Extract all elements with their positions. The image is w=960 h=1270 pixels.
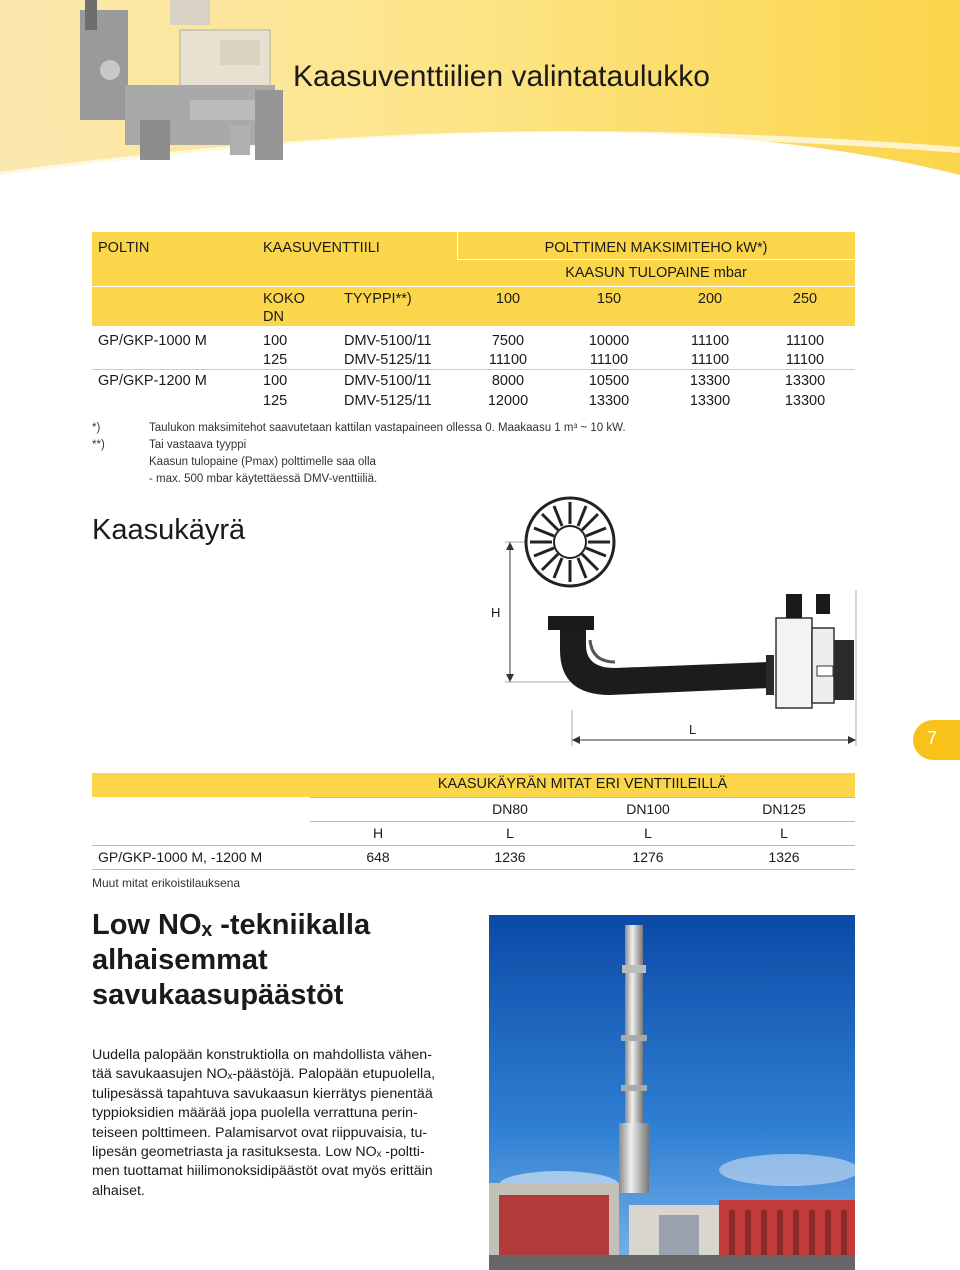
header-koko: KOKO xyxy=(263,291,305,307)
header-teho: POLTTIMEN MAKSIMITEHO kW*) xyxy=(544,240,768,256)
table2-dn-header: DN125 xyxy=(762,801,806,817)
cell-tyyppi: DMV-5125/11 xyxy=(344,352,432,368)
cell-value: 13300 xyxy=(784,393,826,409)
body-line: alhaiset. xyxy=(92,1182,145,1199)
cell-value: 12000 xyxy=(487,393,529,409)
body-line: tulipesässä tapahtuva savukaasun kierrätys pienentää xyxy=(92,1085,433,1102)
dimension-h-label: H xyxy=(491,605,501,620)
table2-l-value: 1276 xyxy=(632,849,664,865)
body-line: Uudella palopään konstruktiolla on mahdollista vähen- xyxy=(92,1047,432,1063)
lownox-title-line: Low NOₓ -tekniikalla xyxy=(92,909,371,941)
cell-koko: 125 xyxy=(263,393,288,409)
cell-value: 11100 xyxy=(785,352,825,368)
table2-h-value: 648 xyxy=(366,849,390,865)
gas-train-diagram xyxy=(490,490,870,752)
cell-value: 11100 xyxy=(690,333,730,349)
note-mark: **) xyxy=(92,439,105,451)
table2-rule xyxy=(310,821,855,822)
cell-value: 10500 xyxy=(588,373,630,389)
header-pressure: 200 xyxy=(697,291,723,307)
cell-value: 13300 xyxy=(784,373,826,389)
table2-rule xyxy=(92,869,855,870)
cell-koko: 100 xyxy=(263,373,288,389)
body-line: men tuottamat hiilimonoksidipäästöt ovat myös erittäin xyxy=(92,1163,433,1180)
cell-poltin: GP/GKP-1000 M xyxy=(98,333,207,349)
cell-value: 11100 xyxy=(690,352,730,368)
cell-value: 11100 xyxy=(488,352,528,368)
note-text: - max. 500 mbar käytettäessä DMV-venttiiliä. xyxy=(149,473,378,485)
body-line: lipesän geometriasta ja rasituksesta. Low NOₓ -poltti- xyxy=(92,1144,425,1161)
section-title: Kaasukäyrä xyxy=(92,514,246,546)
table2-row-label: GP/GKP-1000 M, -1200 M xyxy=(98,849,263,865)
header-pressure: 100 xyxy=(495,291,521,307)
lownox-title-line: savukaasupäästöt xyxy=(92,979,344,1011)
header-poltin: POLTIN xyxy=(98,240,150,256)
header-pressure: 250 xyxy=(792,291,818,307)
header-kaasuventtiili: KAASUVENTTIILI xyxy=(263,240,380,256)
cell-value: 10000 xyxy=(588,333,630,349)
cell-koko: 100 xyxy=(263,333,288,349)
cell-value: 8000 xyxy=(491,373,525,389)
table2-rule xyxy=(92,845,855,846)
cell-value: 13300 xyxy=(689,373,731,389)
table2-l-header: L xyxy=(780,825,788,841)
body-line: teiseen polttimeen. Palamisarvot ovat riippuvaisia, tu- xyxy=(92,1124,428,1141)
table2-l-header: L xyxy=(506,825,514,841)
row-divider xyxy=(92,369,855,370)
cell-value: 11100 xyxy=(589,352,629,368)
chimney-photo xyxy=(489,915,855,1270)
lownox-body xyxy=(92,1046,462,1201)
table2-footnote: Muut mitat erikoistilauksena xyxy=(92,876,241,890)
cell-poltin: GP/GKP-1200 M xyxy=(98,373,207,389)
note-text: Tai vastaava tyyppi xyxy=(149,439,247,451)
note-mark: *) xyxy=(92,422,101,434)
cell-tyyppi: DMV-5100/11 xyxy=(344,333,432,349)
body-line: typpioksidien määrää jopa puolella verrattuna perin- xyxy=(92,1105,418,1122)
header-pressure: 150 xyxy=(596,291,622,307)
table2-dn-header: DN100 xyxy=(626,801,670,817)
table2-dn-header: DN80 xyxy=(492,801,528,817)
page-number: 7 xyxy=(926,728,937,748)
header-dn: DN xyxy=(263,309,284,325)
gas-valve-image xyxy=(70,0,300,175)
table2-l-header: L xyxy=(644,825,652,841)
header-tyyppi: TYYPPI**) xyxy=(344,291,412,307)
dimension-l-label: L xyxy=(689,722,697,737)
table-header-rule xyxy=(92,286,855,287)
table2-title: KAASUKÄYRÄN MITAT ERI VENTTIILEILLÄ xyxy=(437,776,728,792)
page-title: Kaasuventtiilien valintataulukko xyxy=(293,60,710,93)
cell-value: 7500 xyxy=(491,333,525,349)
body-line: tää savukaasujen NOₓ-päästöjä. Palopään etupuolella, xyxy=(92,1066,436,1083)
note-text: Taulukon maksimitehot saavutetaan kattilan vastapaineen ollessa 0. Maakaasu 1 m³ ~ 10 kW. xyxy=(149,422,626,434)
note-text: Kaasun tulopaine (Pmax) polttimelle saa olla xyxy=(149,456,376,468)
lownox-title-line: alhaisemmat xyxy=(92,944,268,976)
table-header-rule xyxy=(457,259,855,260)
cell-value: 11100 xyxy=(785,333,825,349)
cell-value: 13300 xyxy=(588,393,630,409)
header-paine: KAASUN TULOPAINE mbar xyxy=(565,265,747,281)
table2-rule xyxy=(310,797,855,798)
lownox-title xyxy=(92,908,370,1013)
table2-h-header: H xyxy=(372,825,384,841)
cell-tyyppi: DMV-5100/11 xyxy=(344,373,432,389)
cell-tyyppi: DMV-5125/11 xyxy=(344,393,432,409)
table2-l-value: 1326 xyxy=(768,849,800,865)
table2-l-value: 1236 xyxy=(494,849,526,865)
cell-koko: 125 xyxy=(263,352,288,368)
cell-value: 13300 xyxy=(689,393,731,409)
